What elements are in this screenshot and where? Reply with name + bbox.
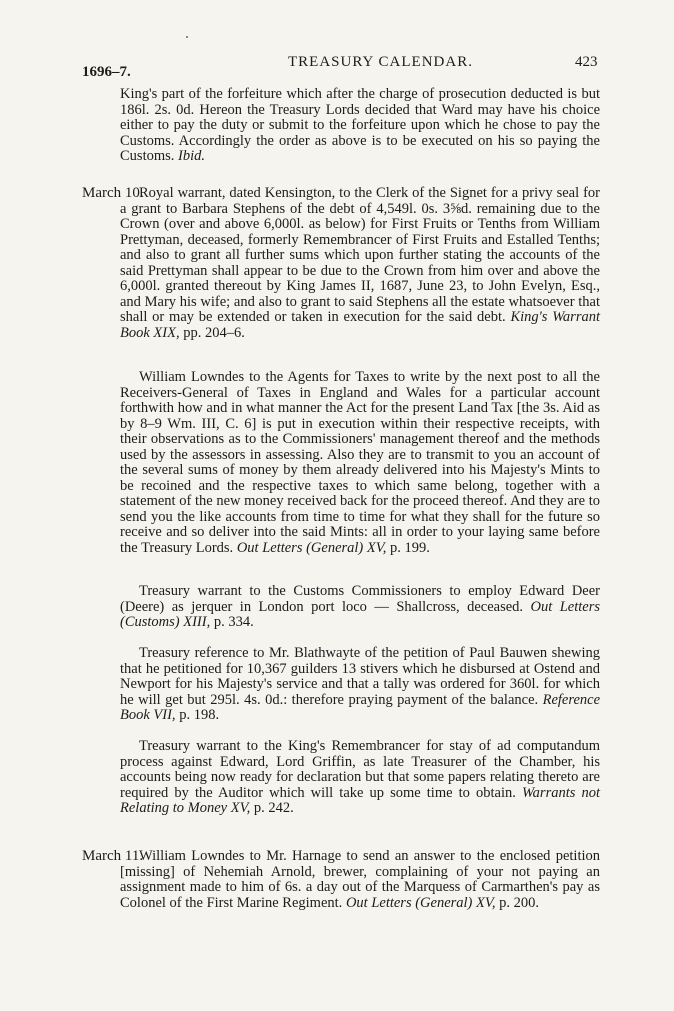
entry-body: Treasury warrant to the King's Remembrancer for stay of ad computandum process against Edward, Lord Griffin, as late Treasurer of the Chamber, his accounts being now ready for declaration but that some papers relating thereto are required by the Auditor which will take up some time to obtain. xyxy=(120,738,600,801)
entry-body: Royal warrant, dated Kensington, to the Clerk of the Signet for a privy seal for a grant to Barbara Stephens of the debt of 4,549l. 0s. 3⅝d. remaining due to the Crown (over and above 6,000l. as below) for First Fruits or Tenths from William Prettyman, deceased, formerly Remembrancer of First Fruits and Estalled Tenths; and also to grant all further sums which upon further stating the accounts of the said Prettyman shall appear to be due to the Crown from him over and above the 6,000l. granted thereout by King James II, 1687, June 23, to John Evelyn, Esq., and Mary his wife; and also to grant to said Stephens all the estate whatsoever that shall or may be extended or taken in execution for the said debt. xyxy=(120,185,600,325)
entry-body: King's part of the forfeiture which after the charge of prosecution deducted is but 186l. 2s. 0d. Hereon the Treasury Lords decided that Ward may have his choice either to pay the duty or submit to the forfeiture upon which he chose to pay the Customs. Accordingly the order as above is to be executed on his so paying the Customs. xyxy=(120,86,600,164)
entry-reference-page: p. 198. xyxy=(179,707,220,723)
entry-body: Treasury warrant to the Customs Commissioners to employ Edward Deer (Deere) as jerquer in London port loco — Shallcross, deceased. xyxy=(120,583,600,615)
entry-body: William Lowndes to the Agents for Taxes to write by the next post to all the Receivers-General of Taxes in England and Wales for a particular account forthwith how and in what manner the Act for the present Land Tax [the 3s. Aid as by 8–9 Wm. III, C. 6] is put in execution within their respective receipts, with their observations as to the Commissioners' management thereof and the methods used by the assessors in assessing. Also they are to transmit to you an account of the several sums of money by them already delivered into his Majesty's Mints to be recoined and the respective taxes to which same belong, together with a statement of the new money received back for the proceed thereof. And they are to send you the like accounts from time to time for what they shall for the future so receive and so deliver into the said Mints: all in order to your laying same before the Treasury Lords. xyxy=(120,369,600,556)
entry-text xyxy=(120,186,600,341)
entry-reference: Out Letters (General) XV, xyxy=(236,539,387,556)
entry-date: March 11. xyxy=(82,848,144,864)
header-year: 1696–7. xyxy=(82,64,131,80)
entry-reference-page: p. 200. xyxy=(499,894,539,911)
entry-reference: Ibid. xyxy=(178,148,205,164)
entry-reference-page: p. 334. xyxy=(213,614,254,630)
entry-reference: Warrants not Relating to Money XV, xyxy=(120,784,600,816)
entry-text xyxy=(120,87,600,165)
entry-text xyxy=(120,370,600,556)
header-title: TREASURY CALENDAR. xyxy=(288,54,473,70)
entry-text xyxy=(120,646,600,724)
page-header xyxy=(0,52,674,80)
entry-reference: Out Letters (Customs) XIII, xyxy=(120,598,601,630)
entry-reference: Reference Book VII, xyxy=(120,691,601,723)
ink-speck xyxy=(186,36,188,38)
entry-reference-page: p. 199. xyxy=(389,539,430,556)
page-number: 423 xyxy=(575,54,598,70)
entry-reference: Out Letters (General) XV, xyxy=(345,894,496,911)
entry-body: Treasury reference to Mr. Blathwayte of the petition of Paul Bauwen shewing that he petitioned for 10,367 guilders 13 stivers which he disbursed at Ostend and Newport for his Majesty's service and that a tally was ordered for 360l. for which he will get but 295l. 4s. 0d.: therefore praying payment of the balance. xyxy=(120,645,600,708)
entry-reference: King's Warrant Book XIX, xyxy=(120,309,601,341)
entry-date: March 10. xyxy=(82,185,144,201)
entry-text xyxy=(120,739,600,817)
entry-text xyxy=(120,849,600,911)
entry-reference-page: p. 242. xyxy=(253,800,294,816)
entry-reference-page: pp. 204–6. xyxy=(183,324,245,341)
entry-body: William Lowndes to Mr. Harnage to send an answer to the enclosed petition [missing] of Nehemiah Arnold, brewer, complaining of your not paying an assignment made to him of 6s. a day out of the Marquess of Carmarthen's pay as Colonel of the First Marine Regiment. xyxy=(120,848,600,911)
entry-text xyxy=(120,584,600,631)
